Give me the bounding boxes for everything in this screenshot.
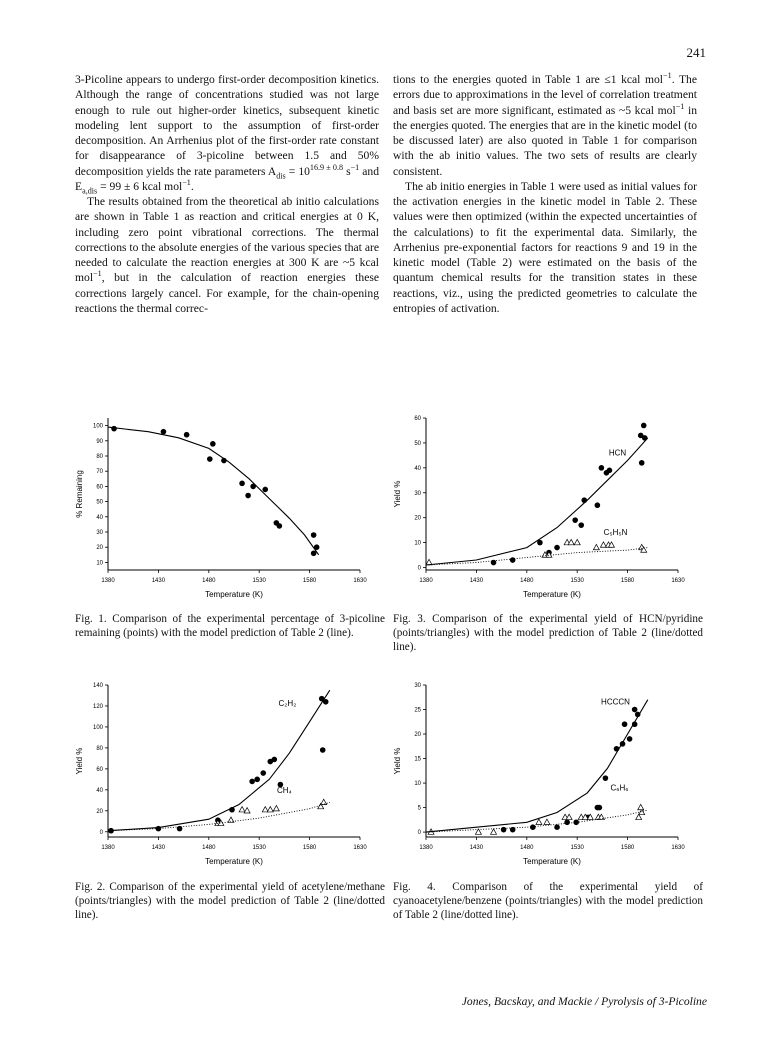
data-triangle bbox=[593, 544, 599, 549]
figure-4 bbox=[388, 675, 688, 875]
x-tick-label: 1430 bbox=[469, 845, 484, 851]
series-annotation: CH₄ bbox=[276, 785, 292, 795]
data-point bbox=[262, 487, 268, 493]
page-number: 241 bbox=[686, 45, 706, 60]
y-tick-label: 70 bbox=[96, 469, 103, 476]
data-point bbox=[249, 779, 255, 785]
y-tick-label: 10 bbox=[414, 781, 421, 788]
y-axis-label: % Remaining bbox=[75, 470, 84, 518]
x-tick-label: 1530 bbox=[252, 578, 266, 584]
data-point bbox=[622, 721, 628, 727]
data-point bbox=[320, 747, 326, 753]
x-tick-label: 1480 bbox=[520, 845, 534, 851]
y-tick-label: 90 bbox=[96, 438, 103, 445]
data-point bbox=[572, 517, 578, 523]
y-tick-label: 140 bbox=[92, 683, 103, 689]
figure-1-chart bbox=[70, 408, 370, 608]
y-axis-label: Yield % bbox=[393, 480, 402, 508]
y-tick-label: 60 bbox=[96, 766, 103, 773]
x-tick-label: 1580 bbox=[302, 845, 317, 851]
paragraph: tions to the energies quoted in Table 1 are ≤1 kcal mol$^{-1}$. The errors due to approximations in the level of correlation treatment and basis set are more significant, estimated as ~5 kcal mol$^{-1}$ in the energies quoted. The energies that are in the kinetic model (to be discussed later) are also quoted in Table 1 for comparison with the ab initio values. The two sets of results are clearly consistent. bbox=[393, 71, 698, 178]
y-axis-label: Yield % bbox=[75, 747, 84, 775]
data-triangle bbox=[321, 799, 327, 804]
data-point bbox=[599, 465, 605, 471]
y-tick-label: 40 bbox=[414, 465, 421, 472]
x-tick-label: 1380 bbox=[101, 845, 115, 851]
x-tick-label: 1380 bbox=[101, 578, 115, 584]
data-point bbox=[111, 426, 117, 432]
x-tick-label: 1430 bbox=[469, 578, 484, 584]
x-axis-label: Temperature (K) bbox=[523, 857, 581, 866]
data-point bbox=[607, 468, 613, 474]
data-point bbox=[277, 523, 283, 529]
y-tick-label: 25 bbox=[414, 707, 421, 714]
data-point bbox=[554, 545, 560, 551]
data-point bbox=[554, 824, 560, 830]
y-tick-label: 80 bbox=[96, 454, 103, 460]
figure-3-chart bbox=[388, 408, 688, 608]
y-tick-label: 50 bbox=[96, 499, 103, 506]
data-point bbox=[597, 805, 603, 811]
y-tick-label: 30 bbox=[414, 683, 421, 689]
data-point bbox=[239, 481, 245, 487]
data-point bbox=[581, 497, 587, 503]
figure-2-caption: Fig. 2. Comparison of the experimental yield of acetylene/methane (points/triangles) with the model prediction of Table 2 (line/dotted line). bbox=[75, 881, 385, 921]
model-dotted-line bbox=[108, 802, 330, 830]
x-tick-label: 1630 bbox=[671, 578, 685, 584]
data-point bbox=[311, 532, 317, 538]
y-tick-label: 80 bbox=[96, 745, 103, 752]
series-annotation: HCCCN bbox=[601, 697, 630, 707]
figure-3-caption: Fig. 3. Comparison of the experimental yield of HCN/pyridine (points/triangles) with the model prediction of Table 2 (line/dotted line). bbox=[393, 613, 703, 653]
model-line bbox=[426, 697, 648, 832]
data-point bbox=[210, 441, 216, 447]
y-tick-label: 20 bbox=[414, 515, 421, 522]
y-tick-label: 120 bbox=[92, 703, 103, 710]
x-axis-label: Temperature (K) bbox=[205, 857, 263, 866]
data-point bbox=[639, 460, 645, 466]
data-point bbox=[641, 423, 647, 429]
figure-4-chart bbox=[388, 675, 688, 875]
x-tick-label: 1480 bbox=[202, 845, 216, 851]
data-triangle bbox=[568, 539, 574, 544]
y-tick-label: 10 bbox=[96, 560, 103, 567]
data-point bbox=[260, 770, 266, 776]
y-tick-label: 50 bbox=[414, 440, 421, 447]
x-tick-label: 1480 bbox=[202, 578, 216, 584]
data-point bbox=[595, 502, 601, 508]
x-tick-label: 1580 bbox=[620, 578, 635, 584]
series-annotation: HCN bbox=[608, 448, 627, 458]
x-axis-label: Temperature (K) bbox=[205, 590, 263, 599]
y-tick-label: 20 bbox=[96, 808, 103, 815]
data-triangle bbox=[267, 807, 273, 812]
y-tick-label: 60 bbox=[414, 416, 421, 422]
x-tick-label: 1380 bbox=[419, 578, 433, 584]
x-tick-label: 1480 bbox=[520, 578, 534, 584]
data-point bbox=[207, 456, 213, 462]
text-column-right bbox=[393, 72, 697, 316]
data-triangle bbox=[536, 819, 542, 824]
figure-2 bbox=[70, 675, 370, 875]
x-tick-label: 1430 bbox=[151, 578, 166, 584]
data-point bbox=[564, 819, 570, 825]
y-tick-label: 0 bbox=[417, 565, 421, 572]
model-line bbox=[108, 690, 330, 831]
y-tick-label: 0 bbox=[417, 830, 421, 837]
figure-1 bbox=[70, 408, 370, 608]
y-tick-label: 30 bbox=[96, 530, 103, 536]
data-triangle bbox=[426, 559, 432, 564]
series-annotation: C₅H₅N bbox=[603, 528, 628, 538]
data-triangle bbox=[239, 807, 245, 812]
x-tick-label: 1530 bbox=[570, 578, 584, 584]
data-point bbox=[603, 775, 609, 781]
x-tick-label: 1630 bbox=[353, 578, 367, 584]
y-tick-label: 20 bbox=[96, 545, 103, 552]
data-triangle bbox=[638, 804, 644, 809]
y-tick-label: 40 bbox=[96, 514, 103, 521]
y-tick-label: 30 bbox=[414, 490, 421, 497]
data-point bbox=[627, 736, 633, 742]
data-triangle bbox=[491, 829, 497, 834]
data-point bbox=[638, 433, 644, 439]
data-triangle bbox=[566, 814, 572, 819]
data-point bbox=[510, 557, 516, 563]
data-point bbox=[184, 432, 190, 438]
figure-4-caption: Fig. 4. Comparison of the experimental yield of cyanoacetylene/benzene (points/triangles) with the model prediction of Table 2 (line/dotted line). bbox=[393, 881, 703, 921]
data-point bbox=[245, 493, 251, 499]
x-tick-label: 1380 bbox=[419, 845, 433, 851]
data-triangle bbox=[244, 808, 250, 813]
y-tick-label: 20 bbox=[414, 732, 421, 739]
data-point bbox=[254, 777, 260, 783]
text-column-left bbox=[75, 72, 379, 316]
x-tick-label: 1580 bbox=[620, 845, 635, 851]
figure-2-chart bbox=[70, 675, 370, 875]
paragraph: The results obtained from the theoretical ab initio calculations are shown in Table 1 as reaction and critical energies at 0 K, including zero point vibrational corrections. The thermal corrections to the absolute energies of the various species that are needed to calculate the reaction energies at 300 K are ~5 kcal mol$^{-1}$, but in the calculation of reaction energies these corrections largely cancel. For example, for the chain-opening reactions the thermal correc- bbox=[75, 195, 379, 315]
x-tick-label: 1580 bbox=[302, 578, 317, 584]
y-tick-label: 100 bbox=[92, 724, 103, 731]
data-triangle bbox=[574, 539, 580, 544]
y-tick-label: 10 bbox=[414, 540, 421, 547]
y-tick-label: 15 bbox=[414, 756, 421, 763]
data-point bbox=[632, 707, 638, 713]
y-tick-label: 100 bbox=[92, 423, 103, 430]
paragraph: The ab initio energies in Table 1 were used as initial values for the activation energies in the kinetic model in Table 2. These values were then optimized (within the expected uncertainties of the calculations) to fit the experimental data. Similarly, the Arrhenius pre-exponential factors for reactions 9 and 19 in the kinetic model (Table 2) were estimated on the basis of the quantum chemical results for the transition states in these reactions, viz., using the predicted geometries to calculate the entropies of activation. bbox=[393, 179, 697, 315]
running-head: Jones, Bacskay, and Mackie / Pyrolysis of 3-Picoline bbox=[461, 995, 707, 1008]
model-dotted-line bbox=[426, 548, 648, 565]
x-tick-label: 1630 bbox=[671, 845, 685, 851]
x-tick-label: 1630 bbox=[353, 845, 367, 851]
data-point bbox=[161, 429, 167, 435]
x-axis-label: Temperature (K) bbox=[523, 590, 581, 599]
y-tick-label: 60 bbox=[96, 484, 103, 491]
x-tick-label: 1430 bbox=[151, 845, 166, 851]
data-point bbox=[578, 522, 584, 528]
series-annotation: C₆H₆ bbox=[610, 783, 629, 793]
y-tick-label: 40 bbox=[96, 787, 103, 794]
x-tick-label: 1530 bbox=[252, 845, 266, 851]
data-point bbox=[272, 757, 278, 763]
data-triangle bbox=[544, 819, 550, 824]
data-point bbox=[501, 827, 507, 833]
figure-1-caption: Fig. 1. Comparison of the experimental percentage of 3-picoline remaining (points) with the model prediction of Table 2 (line). bbox=[75, 613, 385, 639]
y-tick-label: 5 bbox=[417, 805, 421, 812]
data-triangle bbox=[273, 805, 279, 810]
figure-3 bbox=[388, 408, 688, 608]
paragraph: 3-Picoline appears to undergo first-order decomposition kinetics. Although the range of concentrations studied was not large enough to rule out higher-order kinetics, subsequent kinetic modeling lent support to the assumption of first-order decomposition. An Arrhenius plot of the first-order rate constant for disappearance of 3-picoline between 1.5 and 50% decomposition yields the rate parameters $A_{dis} = 10^{16.9 \pm 0.8}$ $s^{-1}$ and $E_{a,dis} = 99 \pm 6$ kcal mol$^{-1}$. bbox=[75, 73, 379, 196]
y-tick-label: 0 bbox=[99, 829, 103, 836]
x-tick-label: 1530 bbox=[570, 845, 584, 851]
series-annotation: C₂H₂ bbox=[278, 698, 297, 708]
y-axis-label: Yield % bbox=[393, 747, 402, 775]
